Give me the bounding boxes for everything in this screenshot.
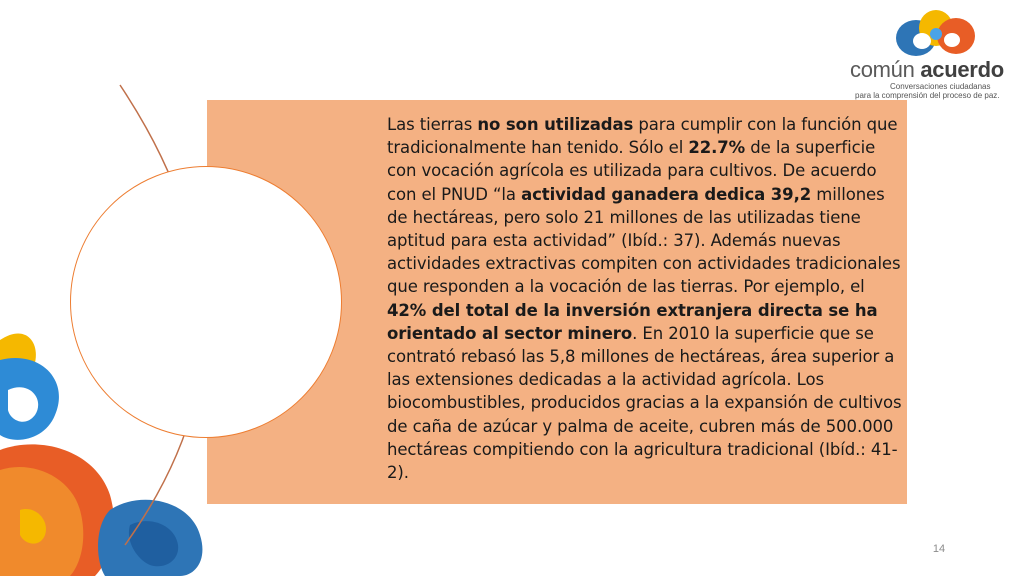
logo-title-part1: común	[850, 57, 921, 82]
text-run: Las tierras	[387, 115, 478, 134]
text-run: para cumplir con la función que tradicionalmente han tenido. Sólo el	[387, 115, 898, 158]
decorative-circle	[70, 166, 342, 438]
bold-run: actividad ganadera dedica 39,2	[521, 184, 812, 204]
bold-run: 22.7%	[688, 138, 746, 158]
logo-title-part2: acuerdo	[920, 57, 1004, 82]
logo-mark-icon	[894, 8, 980, 60]
page-number: 14	[932, 543, 946, 555]
bold-run: 42% del total de la inversión extranjera directa se ha orientado al sector minero	[387, 300, 878, 343]
text-run: millones de hectáreas, pero solo 21 millones de las utilizadas tiene aptitud para esta actividad” (Ibíd.: 37). Además nuevas actividades extractivas compiten con actividades tradicionales que responden a la vocación de las tierras. Por ejemplo, el	[387, 184, 901, 297]
body-paragraph	[387, 113, 907, 484]
text-run: . En 2010 la superficie que se contrató rebasó las 5,8 millones de hectáreas, área superior a las extensiones dedicadas a la actividad agrícola. Los biocombustibles, producidos gracias a la expansión de cultivos de caña de azúcar y palma de aceite, cubren más de 500.000 hectáreas compitiendo con la agricultura tradicional (Ibíd.: 41-2).	[387, 323, 902, 483]
bold-run: no son utilizadas	[477, 115, 634, 134]
text-run: de la superficie con vocación agrícola es utilizada para cultivos. De acuerdo con el PNUD “la	[387, 138, 877, 204]
comun-acuerdo-logo	[850, 8, 1020, 98]
logo-subtitle-line2: para la comprensión del proceso de paz.	[855, 91, 1000, 100]
logo-title	[850, 58, 1020, 82]
logo-subtitle-line1: Conversaciones ciudadanas	[890, 82, 991, 91]
